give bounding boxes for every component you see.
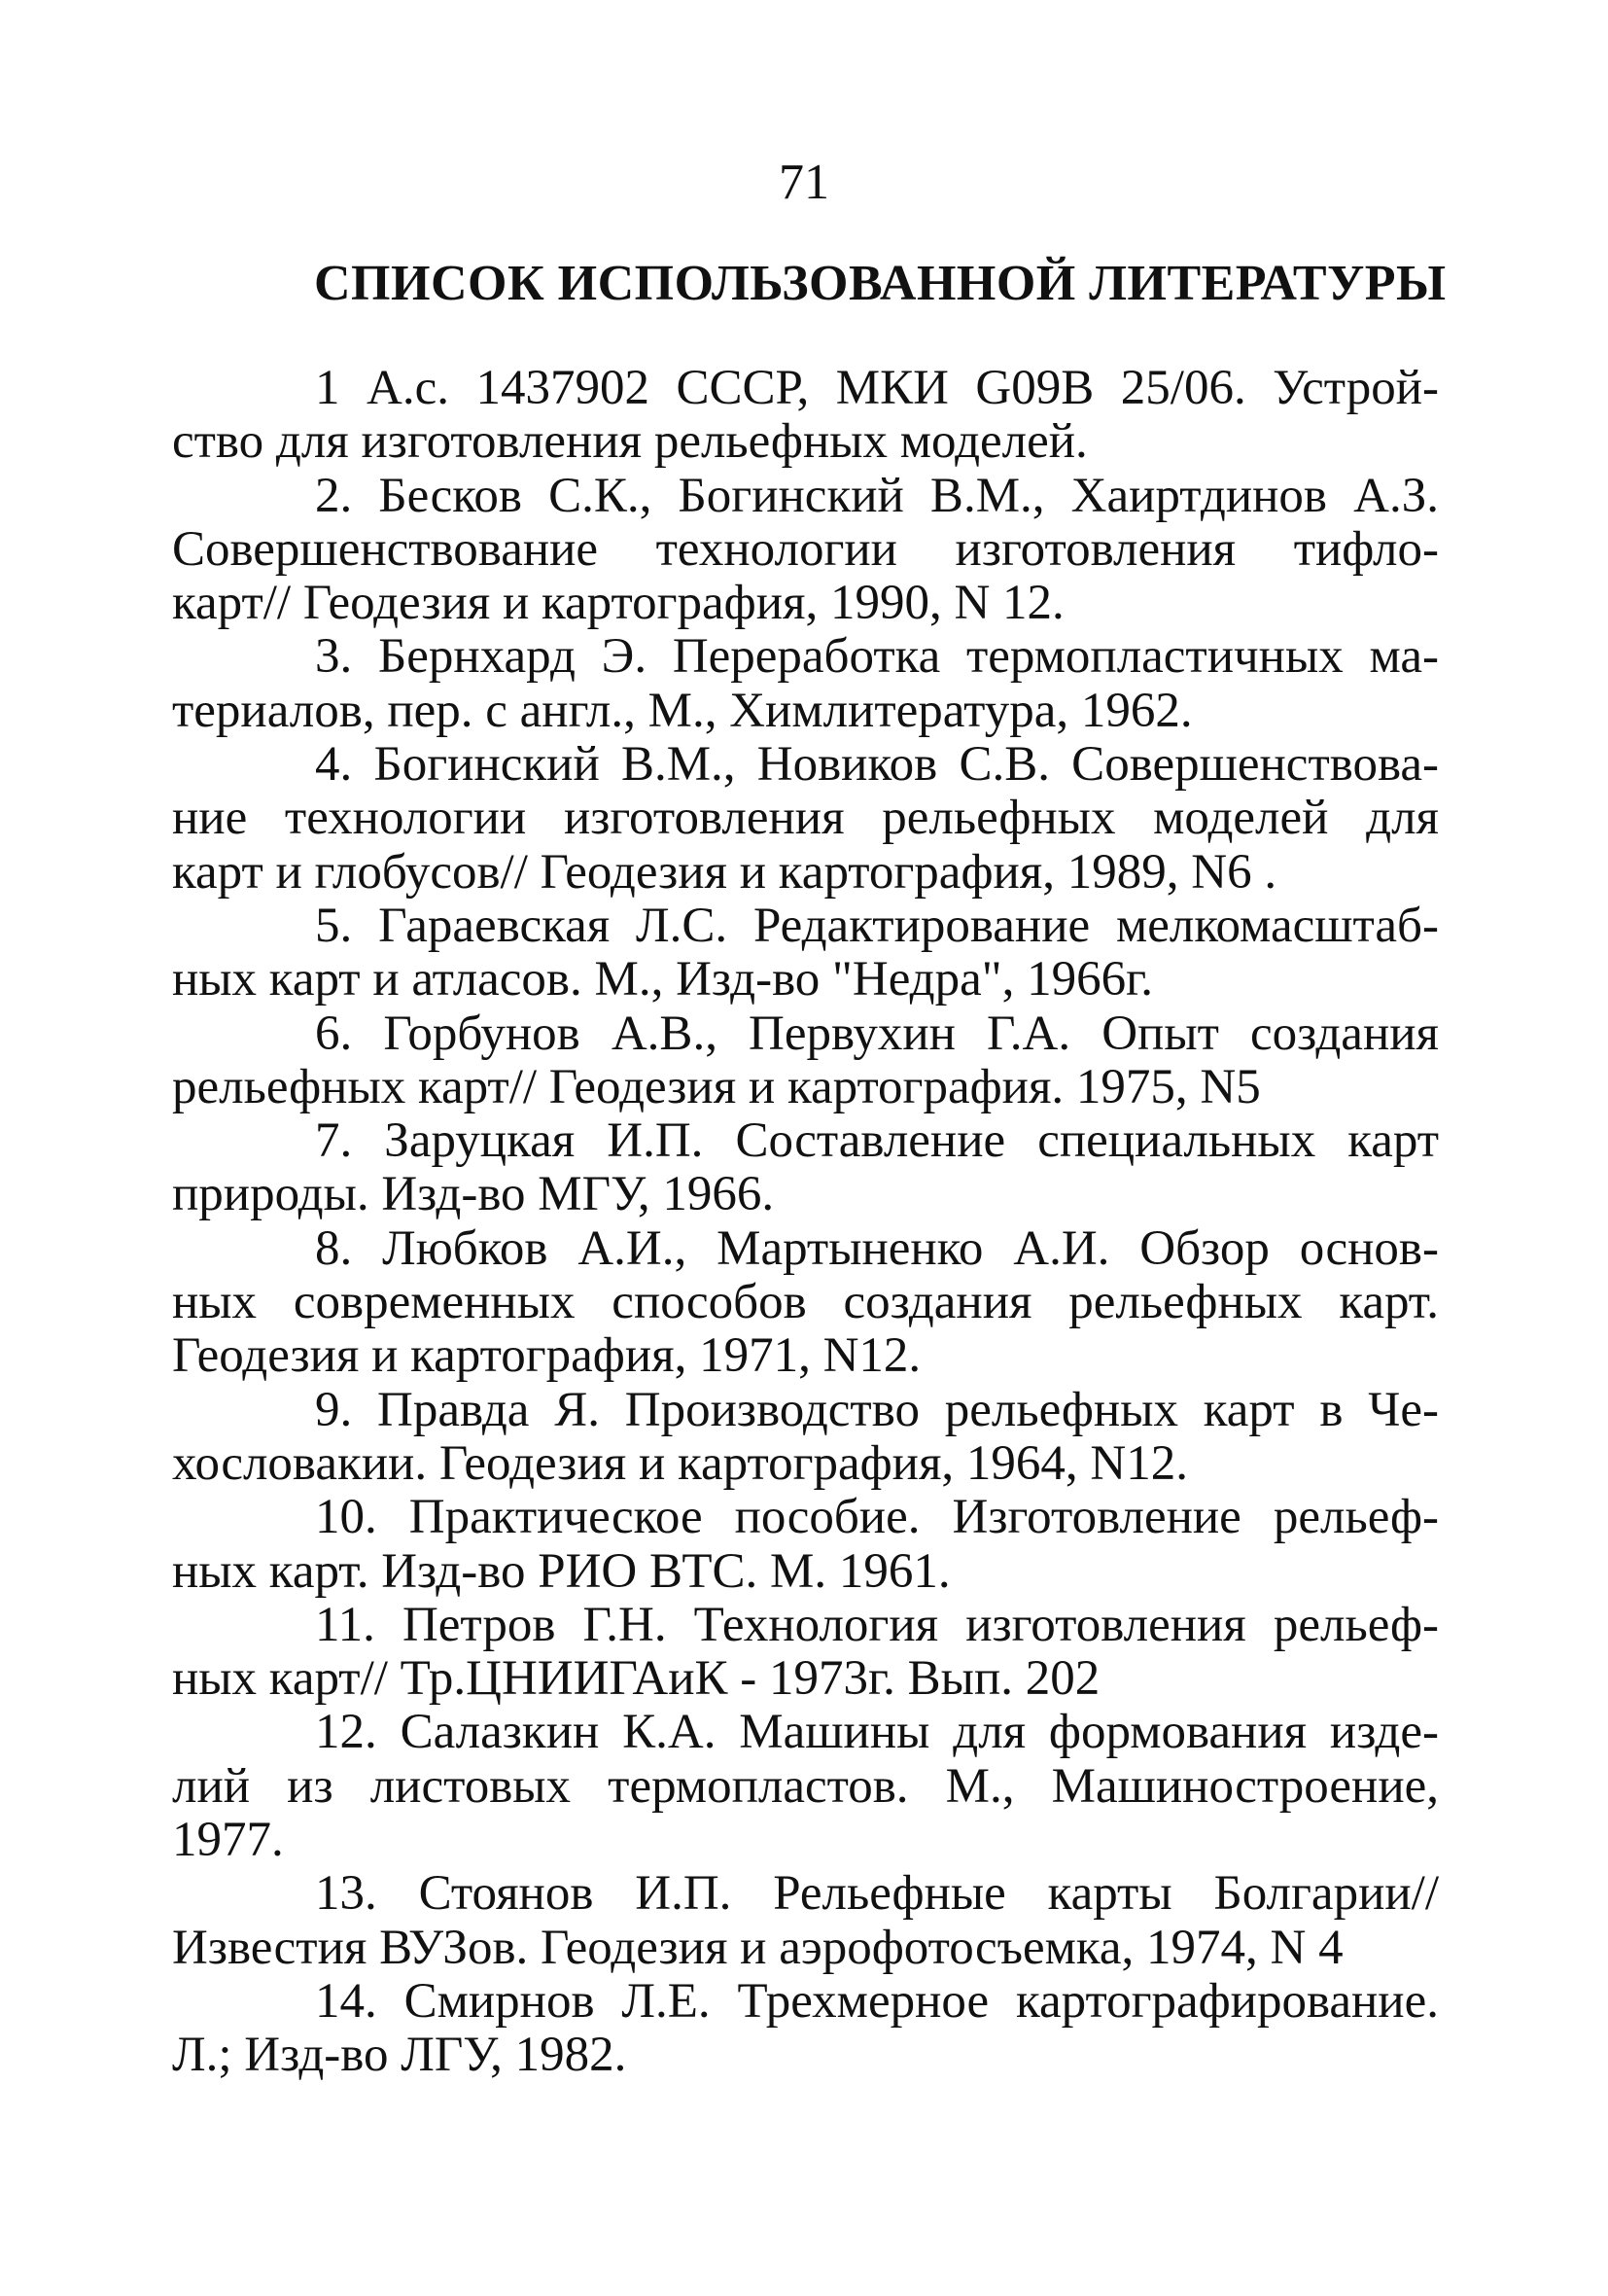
list-item	[172, 630, 1439, 738]
list-item	[172, 1222, 1439, 1384]
reference-line: 1 А.с. 1437902 СССР, МКИ G09B 25/06. Устрой-	[315, 361, 1439, 415]
list-item	[172, 1007, 1439, 1115]
reference-line: 11. Петров Г.Н. Технология изготовления рельеф-	[315, 1597, 1439, 1652]
reference-line: природы. Изд-во МГУ, 1966.	[172, 1167, 775, 1222]
reference-line: 7. Заруцкая И.П. Составление специальных карт	[315, 1113, 1439, 1169]
list-item	[172, 1114, 1439, 1222]
reference-line: 2. Бесков С.К., Богинский В.М., Хаиртдинов А.З.	[315, 468, 1439, 523]
reference-line: 8. Любков А.И., Мартыненко А.И. Обзор основ-	[315, 1220, 1439, 1276]
list-item	[172, 900, 1439, 1007]
reference-line: 12. Салазкин К.А. Машины для формования изде-	[315, 1705, 1439, 1760]
reference-line: 4. Богинский В.М., Новиков С.В. Совершенствова-	[315, 737, 1439, 793]
reference-line: карт// Геодезия и картография, 1990, N 12.	[172, 576, 1065, 631]
reference-line: териалов, пер. с англ., М., Химлитература, 1962.	[172, 683, 1193, 738]
reference-line: ние технологии изготовления рельефных моделей для	[172, 791, 1439, 846]
page-number: 71	[779, 155, 829, 210]
page-title: СПИСОК ИСПОЛЬЗОВАННОЙ ЛИТЕРАТУРЫ	[314, 256, 1447, 311]
reference-line: 3. Бернхард Э. Переработка термопластичных ма-	[315, 629, 1439, 685]
list-item	[172, 1599, 1439, 1707]
list-item	[172, 1706, 1439, 1867]
list-item	[172, 1975, 1439, 2083]
reference-line: Л.; Изд-во ЛГУ, 1982.	[172, 2028, 627, 2083]
reference-line: 14. Смирнов Л.Е. Трехмерное картографирование.	[315, 1973, 1439, 2029]
reference-line: 6. Горбунов А.В., Первухин Г.А. Опыт создания	[315, 1006, 1439, 1061]
reference-line: 10. Практическое пособие. Изготовление рельеф-	[315, 1490, 1439, 1545]
list-item	[172, 1384, 1439, 1492]
list-item	[172, 1491, 1439, 1599]
reference-line: 13. Стоянов И.П. Рельефные карты Болгарии//	[315, 1866, 1439, 1922]
reference-line: Совершенствование технологии изготовления тифло-	[172, 521, 1439, 577]
reference-line: 9. Правда Я. Производство рельефных карт в Че-	[315, 1382, 1439, 1437]
reference-line: ных современных способов создания рельефных карт.	[172, 1275, 1439, 1330]
list-item	[172, 738, 1439, 900]
reference-line: ных карт и атласов. М., Изд-во "Недра", 1966г.	[172, 952, 1153, 1007]
reference-line: 1977.	[172, 1813, 284, 1868]
reference-line: хословакии. Геодезия и картография, 1964, N12.	[172, 1435, 1189, 1491]
reference-line: ных карт// Тр.ЦНИИГАиК - 1973г. Вып. 202	[172, 1651, 1101, 1707]
list-item	[172, 1867, 1439, 1975]
reference-line: рельефных карт// Геодезия и картография. 1975, N5	[172, 1059, 1261, 1114]
reference-line: 5. Гараевская Л.С. Редактирование мелкомасштаб-	[315, 898, 1439, 953]
reference-line: Известия ВУЗов. Геодезия и аэрофотосъемка, 1974, N 4	[172, 1920, 1344, 1975]
reference-line: карт и глобусов// Геодезия и картография, 1989, N6 .	[172, 844, 1277, 900]
list-item	[172, 470, 1439, 631]
reference-line: ство для изготовления рельефных моделей.	[172, 414, 1088, 470]
reference-line: ных карт. Изд-во РИО ВТС. М. 1961.	[172, 1543, 951, 1599]
reference-line: лий из листовых термопластов. М., Машиностроение,	[172, 1758, 1439, 1814]
reference-line: Геодезия и картография, 1971, N12.	[172, 1328, 922, 1384]
list-item	[172, 362, 1439, 470]
reference-list	[172, 362, 1439, 2083]
